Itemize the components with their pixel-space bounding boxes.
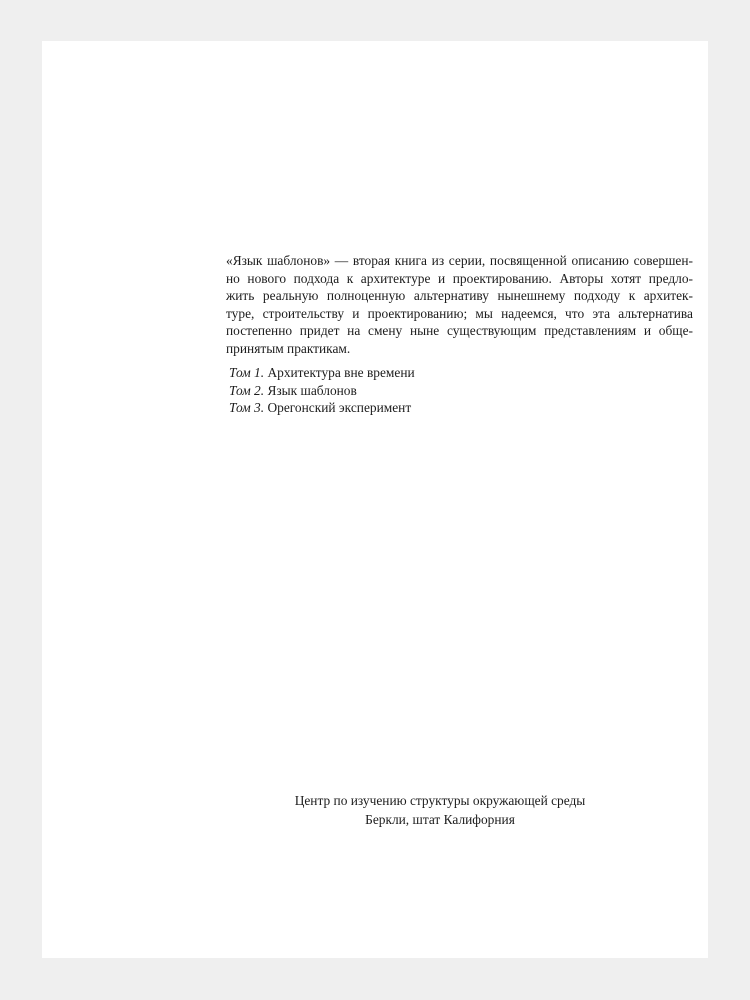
volume-list — [229, 364, 415, 417]
description-line: но нового подхода к архитектуре и проектированию. Авторы хотят предло- — [226, 270, 693, 286]
description-line: принятым практикам. — [226, 340, 351, 356]
volume-title: Архитектура вне времени — [267, 365, 415, 380]
description-line: постепенно придет на смену ныне существующим представлениям и обще- — [226, 323, 693, 339]
volume-title: Язык шаблонов — [267, 382, 357, 398]
description-line: жить реальную полноценную альтернативу нынешнему подходу к архитек- — [226, 288, 693, 304]
volume-item — [229, 364, 415, 382]
description-line: туре, строительству и проектированию; мы надеемся, что эта альтернатива — [226, 305, 693, 321]
description-line: «Язык шаблонов» — вторая книга из серии, посвященной описанию совершен- — [226, 253, 693, 268]
volume-item — [229, 399, 415, 417]
publisher-name: Центр по изучению структуры окружающей среды — [294, 793, 586, 808]
publisher-location: Беркли, штат Калифорния — [365, 812, 515, 827]
series-description — [226, 252, 693, 358]
publisher-block — [42, 791, 750, 829]
volume-title: Орегонский эксперимент — [267, 400, 412, 416]
volume-label: Том 2. — [229, 382, 265, 398]
book-page — [42, 41, 708, 958]
volume-label: Том 1. — [229, 365, 265, 380]
volume-label: Том 3. — [229, 400, 265, 416]
volume-item — [229, 382, 415, 400]
